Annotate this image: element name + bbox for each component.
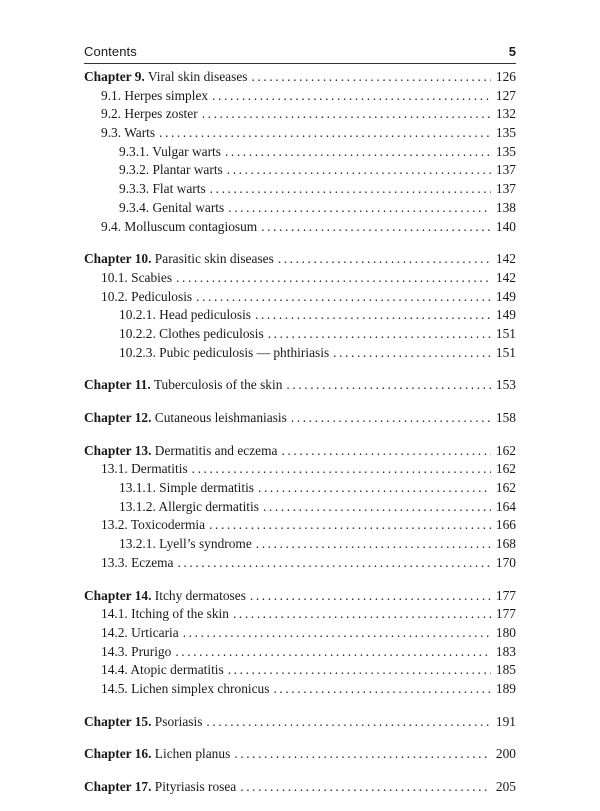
entry-title: 10.1. Scabies <box>101 269 173 285</box>
entry-page-number: 164 <box>495 498 516 514</box>
entry-page-number: 162 <box>495 480 516 496</box>
chapter-page-number: 142 <box>495 251 516 267</box>
leader-dots <box>256 535 491 554</box>
chapter-title <box>84 68 247 87</box>
entry-page-number: 149 <box>495 307 516 323</box>
section-entry[interactable] <box>84 460 516 479</box>
section-entry[interactable] <box>84 661 516 680</box>
chapter-block <box>84 778 516 797</box>
chapter-block <box>84 587 516 699</box>
entry-title: 14.1. Itching of the skin <box>101 606 229 622</box>
entry-page-number: 149 <box>495 288 516 304</box>
chapter-page-number: 158 <box>495 410 516 425</box>
chapter-name: Dermatitis and eczema <box>151 442 278 458</box>
section-entry[interactable] <box>84 605 516 624</box>
entry-page-number: 162 <box>495 461 516 477</box>
leader-dots <box>228 661 491 680</box>
chapter-name: Cutaneous leishmaniasis <box>151 410 287 425</box>
leader-dots <box>261 218 491 237</box>
chapter-name: Lichen planus <box>151 746 231 762</box>
chapter-name: Viral skin diseases <box>144 69 248 84</box>
subsection-entry[interactable] <box>84 479 516 498</box>
chapter-number: Chapter 12. <box>84 410 152 425</box>
subsection-entry[interactable] <box>84 498 516 517</box>
chapter-entry[interactable] <box>84 713 516 732</box>
leader-dots <box>291 409 491 428</box>
entry-page-number: 127 <box>495 87 516 103</box>
leader-dots <box>212 87 491 106</box>
leader-dots <box>268 325 491 344</box>
subsection-entry[interactable] <box>84 535 516 554</box>
leader-dots <box>273 680 491 699</box>
entry-title: 9.3.2. Plantar warts <box>119 162 223 178</box>
chapter-number: Chapter 15. <box>84 713 152 729</box>
leader-dots <box>210 180 491 199</box>
chapter-block <box>84 409 516 428</box>
entry-page-number: 135 <box>495 143 516 159</box>
entry-title: 10.2. Pediculosis <box>101 288 193 304</box>
chapter-title <box>84 376 282 395</box>
entry-page-number: 132 <box>495 106 516 122</box>
leader-dots <box>209 516 491 535</box>
entry-page-number: 137 <box>495 181 516 197</box>
chapter-title <box>84 442 278 461</box>
chapter-number: Chapter 10. <box>84 251 152 267</box>
leader-dots <box>286 376 491 395</box>
chapter-number: Chapter 11. <box>84 377 151 393</box>
leader-dots <box>234 745 491 764</box>
leader-dots <box>333 344 491 363</box>
section-entry[interactable] <box>84 516 516 535</box>
entry-title: 9.4. Molluscum contagiosum <box>101 218 258 234</box>
chapter-number: Chapter 9. <box>84 69 145 84</box>
entry-page-number: 142 <box>495 269 516 285</box>
entry-page-number: 180 <box>495 624 516 640</box>
chapter-entry[interactable] <box>84 587 516 606</box>
section-entry[interactable] <box>84 643 516 662</box>
chapter-entry[interactable] <box>84 250 516 269</box>
entry-page-number: 151 <box>495 344 516 360</box>
chapter-number: Chapter 16. <box>84 746 152 762</box>
chapter-block <box>84 713 516 732</box>
subsection-entry[interactable] <box>84 306 516 325</box>
chapter-entry[interactable] <box>84 442 516 461</box>
leader-dots <box>258 479 491 498</box>
chapter-name: Pityriasis rosea <box>151 779 237 794</box>
entry-page-number: 135 <box>495 125 516 141</box>
page-header <box>84 44 516 64</box>
entry-page-number: 140 <box>495 218 516 234</box>
leader-dots <box>192 460 491 479</box>
leader-dots <box>250 587 491 606</box>
chapter-entry[interactable] <box>84 376 516 395</box>
leader-dots <box>178 554 492 573</box>
entry-title: 9.3.4. Genital warts <box>119 199 225 215</box>
leader-dots <box>159 124 491 143</box>
entry-title: 10.2.2. Clothes pediculosis <box>119 325 264 341</box>
entry-title: 13.3. Eczema <box>101 554 174 570</box>
entry-page-number: 189 <box>495 680 516 696</box>
chapter-title <box>84 778 236 797</box>
entry-page-number: 185 <box>495 662 516 678</box>
leader-dots <box>202 105 491 124</box>
chapter-entry[interactable] <box>84 68 516 87</box>
subsection-entry[interactable] <box>84 143 516 162</box>
entry-title: 14.4. Atopic dermatitis <box>101 662 224 678</box>
page-number: 5 <box>508 44 516 59</box>
entry-title: 9.1. Herpes simplex <box>101 87 209 103</box>
leader-dots <box>233 605 491 624</box>
section-entry[interactable] <box>84 124 516 143</box>
section-entry[interactable] <box>84 288 516 307</box>
entry-title: 9.3.3. Flat warts <box>119 181 206 197</box>
entry-title: 13.1. Dermatitis <box>101 461 188 477</box>
section-entry[interactable] <box>84 105 516 124</box>
chapter-number: Chapter 17. <box>84 779 152 794</box>
chapter-number: Chapter 13. <box>84 442 152 458</box>
leader-dots <box>240 778 491 797</box>
leader-dots <box>251 68 491 87</box>
subsection-entry[interactable] <box>84 344 516 363</box>
chapter-title <box>84 745 230 764</box>
entry-title: 9.3. Warts <box>101 125 156 141</box>
entry-page-number: 166 <box>495 517 516 533</box>
chapter-block <box>84 68 516 236</box>
header-rule <box>84 63 516 64</box>
entry-page-number: 168 <box>495 536 516 552</box>
chapter-block <box>84 442 516 573</box>
chapter-page-number: 191 <box>495 713 516 729</box>
running-header-label: Contents <box>84 44 137 59</box>
chapter-page-number: 153 <box>495 377 516 393</box>
chapter-page-number: 205 <box>495 779 516 794</box>
chapter-name: Psoriasis <box>151 713 203 729</box>
entry-title: 10.2.3. Pubic pediculosis — phthiriasis <box>119 344 330 360</box>
leader-dots <box>278 250 491 269</box>
chapter-page-number: 126 <box>495 69 516 84</box>
entry-page-number: 137 <box>495 162 516 178</box>
leader-dots <box>225 143 491 162</box>
chapter-name: Itchy dermatoses <box>151 587 246 603</box>
subsection-entry[interactable] <box>84 180 516 199</box>
leader-dots <box>282 442 492 461</box>
chapter-name: Parasitic skin diseases <box>151 251 274 267</box>
chapter-name: Tuberculosis of the skin <box>150 377 283 393</box>
chapter-title <box>84 250 274 269</box>
entry-title: 13.2.1. Lyell’s syndrome <box>119 536 252 552</box>
section-entry[interactable] <box>84 554 516 573</box>
section-entry[interactable] <box>84 680 516 699</box>
subsection-entry[interactable] <box>84 161 516 180</box>
section-entry[interactable] <box>84 269 516 288</box>
entry-title: 9.2. Herpes zoster <box>101 106 198 122</box>
leader-dots <box>228 199 491 218</box>
chapter-title <box>84 587 246 606</box>
entry-title: 13.1.2. Allergic dermatitis <box>119 498 259 514</box>
subsection-entry[interactable] <box>84 325 516 344</box>
chapter-block <box>84 745 516 764</box>
entry-title: 14.5. Lichen simplex chronicus <box>101 680 270 696</box>
chapter-page-number: 200 <box>495 746 516 762</box>
table-of-contents <box>84 68 516 811</box>
chapter-page-number: 177 <box>495 587 516 603</box>
entry-page-number: 183 <box>495 643 516 659</box>
leader-dots <box>255 306 491 325</box>
section-entry[interactable] <box>84 624 516 643</box>
chapter-entry[interactable] <box>84 745 516 764</box>
chapter-block <box>84 376 516 395</box>
leader-dots <box>263 498 491 517</box>
section-entry[interactable] <box>84 87 516 106</box>
entry-title: 14.2. Urticaria <box>101 624 179 640</box>
chapter-title <box>84 409 287 428</box>
chapter-page-number: 162 <box>495 442 516 458</box>
chapter-entry[interactable] <box>84 778 516 797</box>
chapter-title <box>84 713 202 732</box>
leader-dots <box>183 624 491 643</box>
entry-page-number: 151 <box>495 325 516 341</box>
leader-dots <box>175 643 491 662</box>
leader-dots <box>176 269 491 288</box>
chapter-block <box>84 250 516 362</box>
entry-title: 10.2.1. Head pediculosis <box>119 307 252 323</box>
subsection-entry[interactable] <box>84 199 516 218</box>
entry-page-number: 138 <box>495 199 516 215</box>
chapter-entry[interactable] <box>84 409 516 428</box>
entry-page-number: 177 <box>495 606 516 622</box>
entry-title: 13.2. Toxicodermia <box>101 517 206 533</box>
leader-dots <box>227 161 491 180</box>
entry-page-number: 170 <box>495 554 516 570</box>
leader-dots <box>196 288 491 307</box>
entry-title: 13.1.1. Simple dermatitis <box>119 480 255 496</box>
leader-dots <box>206 713 491 732</box>
section-entry[interactable] <box>84 218 516 237</box>
chapter-number: Chapter 14. <box>84 587 152 603</box>
entry-title: 9.3.1. Vulgar warts <box>119 143 221 159</box>
entry-title: 14.3. Prurigo <box>101 643 172 659</box>
